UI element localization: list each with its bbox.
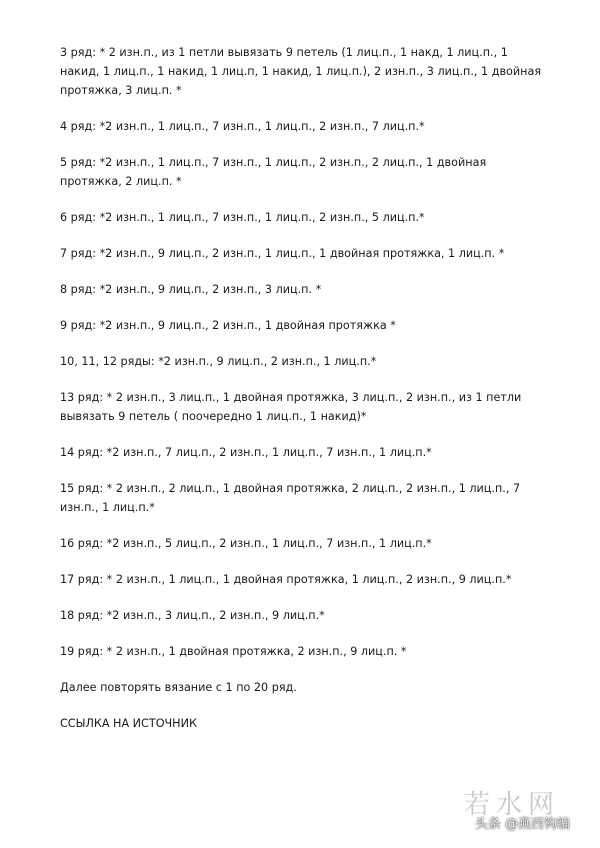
row-3: 3 ряд: * 2 изн.п., из 1 петли вывязать 9 петель (1 лиц.п., 1 накд, 1 лиц.п., 1 накид, 1 лиц.п., 1 накид, 1 лиц.п, 1 накид, 1 лиц.п.), 2 изн.п., 3 лиц.п., 1 двойная протяжка, 3 лиц.п. *: [60, 46, 542, 97]
row-15: 15 ряд: * 2 изн.п., 2 лиц.п., 1 двойная протяжка, 2 лиц.п., 2 изн.п., 1 лиц.п., 7 изн.п., 1 лиц.п.*: [60, 482, 521, 514]
row-16: 16 ряд: *2 изн.п., 5 лиц.п., 2 изн.п., 1 лиц.п., 7 изн.п., 1 лиц.п.*: [60, 537, 432, 550]
rows-10-12: 10, 11, 12 ряды: *2 изн.п., 9 лиц.п., 2 изн.п., 1 лиц.п.*: [60, 355, 377, 368]
document-body: [60, 43, 550, 733]
row-19: 19 ряд: * 2 изн.п., 1 двойная протяжка, 2 изн.п., 9 лиц.п. *: [60, 645, 407, 658]
row-17: 17 ряд: * 2 изн.п., 1 лиц.п., 1 двойная протяжка, 1 лиц.п., 2 изн.п., 9 лиц.п.*: [60, 573, 512, 586]
row-14: 14 ряд: *2 изн.п., 7 лиц.п., 2 изн.п., 1 лиц.п., 7 изн.п., 1 лиц.п.*: [60, 446, 432, 459]
row-5: 5 ряд: *2 изн.п., 1 лиц.п., 7 изн.п., 1 лиц.п., 2 изн.п., 2 лиц.п., 1 двойная протяжка, 2 лиц.п. *: [60, 156, 487, 188]
row-18: 18 ряд: *2 изн.п., 3 лиц.п., 2 изн.п., 9 лиц.п.*: [60, 609, 325, 622]
repeat-instruction: Далее повторять вязание с 1 по 20 ряд.: [60, 681, 297, 694]
watermark: [434, 784, 574, 834]
source-link[interactable]: ССЫЛКА НА ИСТОЧНИК: [60, 717, 197, 730]
row-4: 4 ряд: *2 изн.п., 1 лиц.п., 7 изн.п., 1 лиц.п., 2 изн.п., 7 лиц.п.*: [60, 120, 425, 133]
watermark-logo: 若水网: [463, 790, 560, 820]
row-8: 8 ряд: *2 изн.п., 9 лиц.п., 2 изн.п., 3 лиц.п. *: [60, 283, 322, 296]
row-7: 7 ряд: *2 изн.п., 9 лиц.п., 2 изн.п., 1 лиц.п., 1 двойная протяжка, 1 лиц.п. *: [60, 247, 505, 260]
row-9: 9 ряд: *2 изн.п., 9 лиц.п., 2 изн.п., 1 двойная протяжка *: [60, 319, 396, 332]
row-6: 6 ряд: *2 изн.п., 1 лиц.п., 7 изн.п., 1 лиц.п., 2 изн.п., 5 лиц.п.*: [60, 211, 425, 224]
row-13: 13 ряд: * 2 изн.п., 3 лиц.п., 1 двойная протяжка, 3 лиц.п., 2 изн.п., из 1 петли вывязать 9 петель ( поочередно 1 лиц.п., 1 накид)*: [60, 391, 522, 423]
watermark-caption: 头条 @燕西钩编: [474, 817, 570, 832]
